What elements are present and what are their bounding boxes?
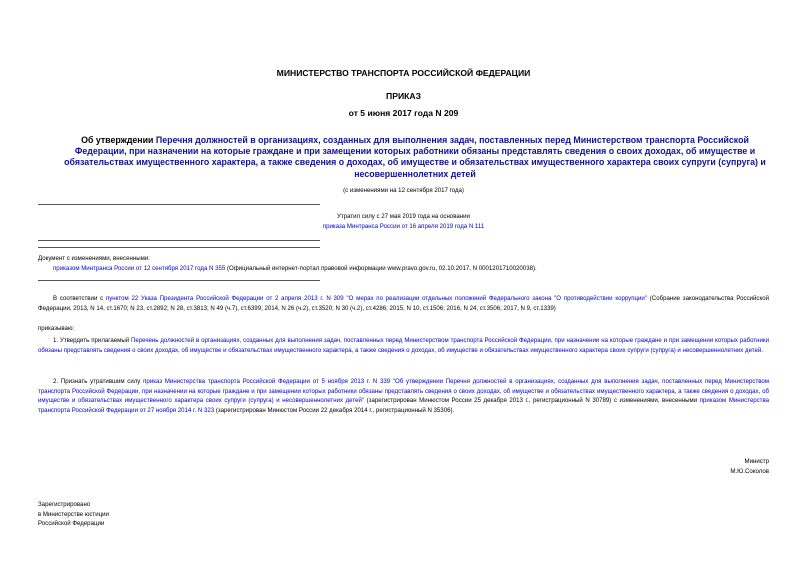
- date-number-heading: от 5 июня 2017 года N 209: [348, 108, 459, 118]
- signature-block: [730, 457, 769, 476]
- expired-link[interactable]: приказа Минтранса России от 16 апреля 2019 года N 111: [322, 222, 485, 230]
- item-2-link-2[interactable]: приказом Министерства транспорта Российской Федерации от 27 ноября 2014 г. N 323: [38, 397, 770, 414]
- expired-notice: [0, 212, 807, 231]
- item-2-text-2: (зарегистрирован Минюстом России 25 декабря 2013 г., регистрационный N 30789) с изменениями, внесенными: [364, 397, 700, 405]
- title-prefix: Об утверждении: [81, 135, 156, 145]
- divider-3: [38, 247, 320, 248]
- registration-line-1: Зарегистрировано: [38, 501, 91, 508]
- ministry-heading: МИНИСТЕРСТВО ТРАНСПОРТА РОССИЙСКОЙ ФЕДЕРАЦИИ: [276, 68, 531, 78]
- amendment-note: (с изменениями на 12 сентября 2017 года): [343, 187, 464, 194]
- divider-1: [38, 204, 320, 205]
- preamble-text-1: В соответствии с: [53, 295, 106, 302]
- order-word: приказываю:: [38, 325, 75, 332]
- preamble-paragraph: [38, 294, 769, 313]
- item-1-paragraph: [38, 336, 769, 355]
- item-2-text-1: 2. Признать утратившим силу: [53, 378, 144, 385]
- registration-block: [38, 500, 109, 529]
- registration-line-2: в Министерстве юстиции: [38, 510, 109, 518]
- signature-position: Министр: [744, 458, 769, 465]
- divider-2: [38, 240, 320, 241]
- changes-block: [38, 254, 769, 273]
- preamble-text-2: (Собрание законодательства Российской Федерации, 2013, N 14, ст.1670; N 23, ст.2892; N 28, ст.3813; N 49 (ч.7), ст.6399; 2014, N 26 (ч.2), ст.3520; N 30 (ч.2), ст.4286; 2015, N 10, ст.1506; 2016, N 24, ст.3506; 2017, N 9, ст.1339): [38, 295, 769, 312]
- changes-link[interactable]: приказом Минтранса России от 12 сентября 2017 года N 355: [53, 264, 226, 272]
- preamble-link[interactable]: пунктом 22 Указа Президента Российской Федерации от 2 апреля 2013 г. N 309 "О мерах по реализации отдельных положений Федерального закона "О противодействии коррупции": [105, 295, 647, 302]
- item-1-text: 1. Утвердить прилагаемый: [53, 337, 131, 344]
- changes-label: Документ с изменениями, внесенными:: [38, 255, 150, 262]
- expired-line: Утратил силу с 27 мая 2019 года на основании: [337, 213, 470, 220]
- signature-name: М.Ю.Соколов: [730, 467, 769, 475]
- item-2-text-3: (зарегистрирован Минюстом России 22 декабря 2014 г., регистрационный N 35306).: [214, 406, 455, 414]
- item-1-link[interactable]: Перечень должностей в организациях, созданных для выполнения задач, поставленных перед Министерством транспорта Российской Федерации, при назначении на которые граждане и при замещении которых работники обязаны представлять сведения о своих доходах, об имуществе и обязательствах имущественного характера, а также сведения о доходах, об имуществе и обязательствах имущественного характера своих супруги (супруга) и несовершеннолетних детей: [38, 337, 769, 354]
- changes-source: (Официальный интернет-портал правовой информации www.pravo.gov.ru, 02.10.2017, N 0001201710020038).: [225, 264, 537, 272]
- doc-type-heading: ПРИКАЗ: [386, 91, 421, 101]
- item-2-paragraph: [38, 377, 769, 415]
- document-title: [62, 135, 768, 180]
- item-2-link-1[interactable]: приказ Министерства транспорта Российской Федерации от 5 ноября 2013 г. N 339 "Об утверждении Перечня должностей в организациях, созданных для выполнения задач, поставленных перед Министерством транспорта Российской Федерации, при назначении на которые граждане и при замещении которых работники обязаны представлять сведения о своих доходах, об имуществе и обязательствах имущественного характера, а также сведения о доходах, об имуществе и обязательствах имущественного характера своих супруги (супруга) и несовершеннолетних детей": [38, 378, 769, 405]
- item-1-end: .: [761, 346, 764, 354]
- title-link[interactable]: Перечня должностей в организациях, созданных для выполнения задач, поставленных перед Министерством транспорта Российской Федерации, при назначении на которые граждане и при замещении которых работники обязаны представлять сведения о своих доходах, об имуществе и обязательствах имущественного характера, а также сведения о доходах, об имуществе и обязательствах имущественного характера своих супруги (супруга) и несовершеннолетних детей: [64, 135, 766, 179]
- registration-line-3: Российской Федерации: [38, 520, 105, 528]
- divider-4: [38, 280, 320, 281]
